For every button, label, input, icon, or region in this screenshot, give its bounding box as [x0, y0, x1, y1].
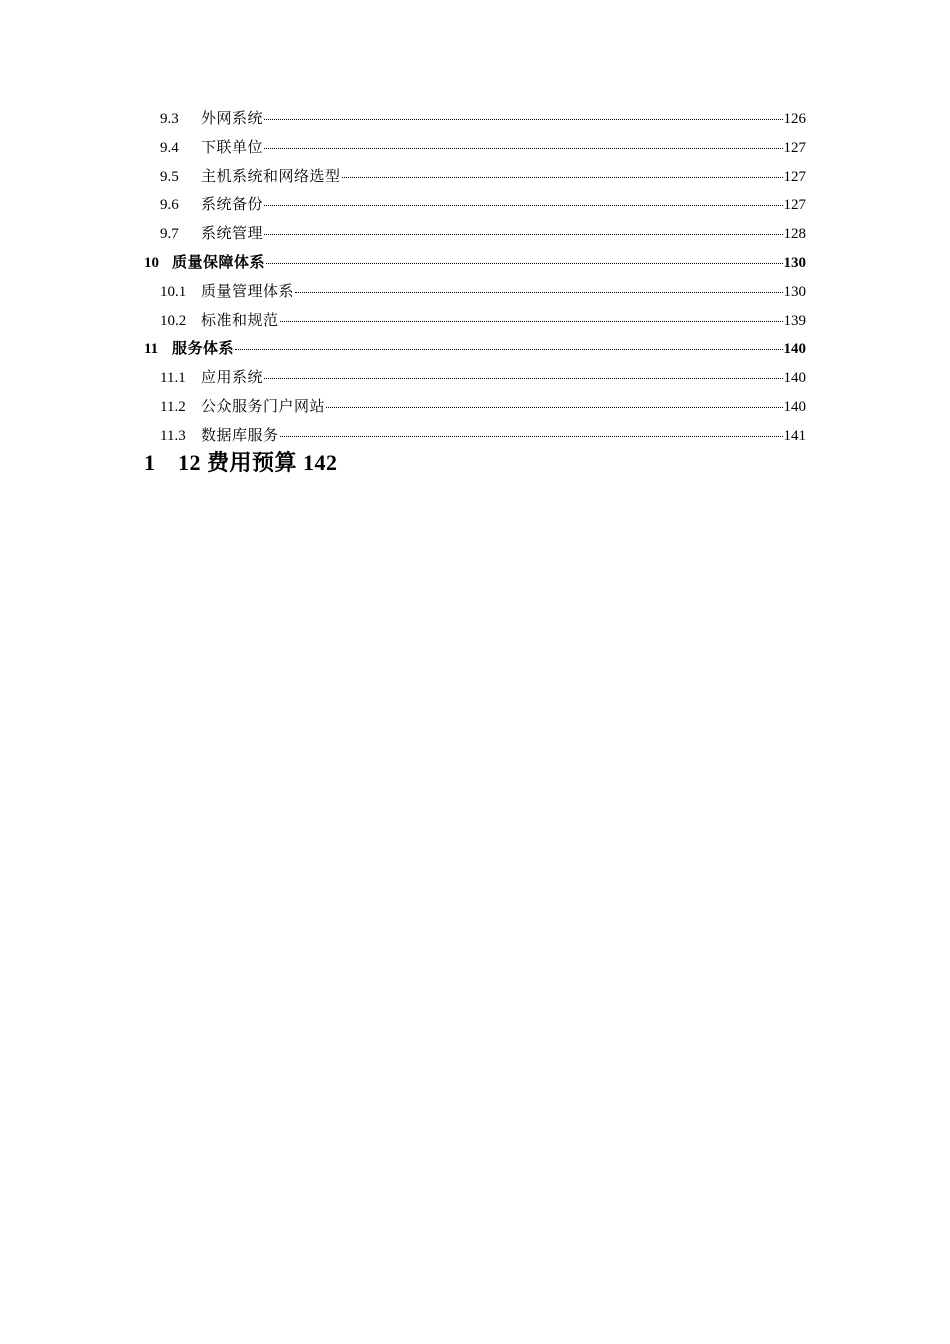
dot-leader	[264, 377, 782, 379]
toc-entry-title: 系统管理	[201, 226, 264, 243]
dot-leader	[342, 176, 783, 178]
dot-leader	[280, 435, 783, 437]
toc-entry-title: 标准和规范	[201, 312, 279, 329]
toc-entry-number: 9.7	[160, 226, 179, 243]
toc-entry-title: 服务体系	[172, 341, 235, 358]
dot-leader	[264, 233, 782, 235]
toc-entry-title: 公众服务门户网站	[201, 398, 326, 415]
toc-entry-page: 140	[783, 370, 806, 387]
toc-entry-page: 130	[783, 254, 806, 271]
toc-entry[interactable]	[144, 105, 806, 134]
dot-leader	[295, 291, 782, 293]
toc-entry-number: 9.6	[160, 197, 179, 214]
toc-entry-number: 10.2	[160, 312, 187, 329]
dot-leader	[264, 147, 782, 149]
table-of-contents	[144, 105, 806, 451]
toc-entry-title: 主机系统和网络选型	[201, 168, 341, 185]
heading-text: 12 费用预算 142	[178, 450, 338, 475]
toc-entry-number: 11.3	[160, 427, 186, 444]
toc-chapter-entry[interactable]	[144, 249, 806, 278]
toc-entry-number: 10	[144, 254, 159, 271]
toc-entry-title: 质量管理体系	[201, 283, 295, 300]
dot-leader	[264, 204, 782, 206]
toc-entry-title: 质量保障体系	[172, 254, 266, 271]
toc-entry-number: 11.1	[160, 370, 186, 387]
dot-leader	[326, 406, 782, 408]
dot-leader	[264, 118, 782, 120]
toc-entry-page: 139	[783, 312, 806, 329]
toc-entry-page: 130	[783, 283, 806, 300]
toc-entry-title: 下联单位	[201, 139, 264, 156]
toc-entry[interactable]	[144, 393, 806, 422]
toc-entry-page: 127	[783, 139, 806, 156]
toc-entry-number: 10.1	[160, 283, 187, 300]
toc-entry-title: 外网系统	[201, 111, 264, 127]
toc-entry-page: 127	[783, 197, 806, 214]
toc-entry-page: 141	[783, 427, 806, 444]
toc-entry[interactable]	[144, 364, 806, 393]
toc-entry-page: 126	[783, 111, 806, 127]
toc-chapter-entry[interactable]	[144, 335, 806, 364]
toc-entry-number: 11	[144, 341, 159, 358]
toc-entry[interactable]	[144, 163, 806, 192]
dot-leader	[235, 348, 782, 350]
toc-entry-page: 128	[783, 226, 806, 243]
toc-entry-number: 9.4	[160, 139, 179, 156]
toc-entry-number: 11.2	[160, 398, 186, 415]
chapter-heading[interactable]	[144, 446, 338, 480]
toc-entry-title: 系统备份	[201, 197, 264, 214]
toc-entry-number: 9.3	[160, 111, 179, 127]
toc-entry[interactable]	[144, 278, 806, 307]
toc-entry-number: 9.5	[160, 168, 179, 185]
toc-entry[interactable]	[144, 191, 806, 220]
toc-entry[interactable]	[144, 307, 806, 336]
toc-entry-page: 140	[783, 398, 806, 415]
toc-entry[interactable]	[144, 220, 806, 249]
dot-leader	[266, 262, 782, 264]
toc-entry[interactable]	[144, 134, 806, 163]
toc-entry-page: 140	[783, 341, 806, 358]
dot-leader	[280, 320, 783, 322]
toc-entry-title: 数据库服务	[201, 427, 279, 444]
toc-entry-title: 应用系统	[201, 370, 264, 387]
heading-number: 1	[144, 450, 155, 475]
toc-entry-page: 127	[783, 168, 806, 185]
